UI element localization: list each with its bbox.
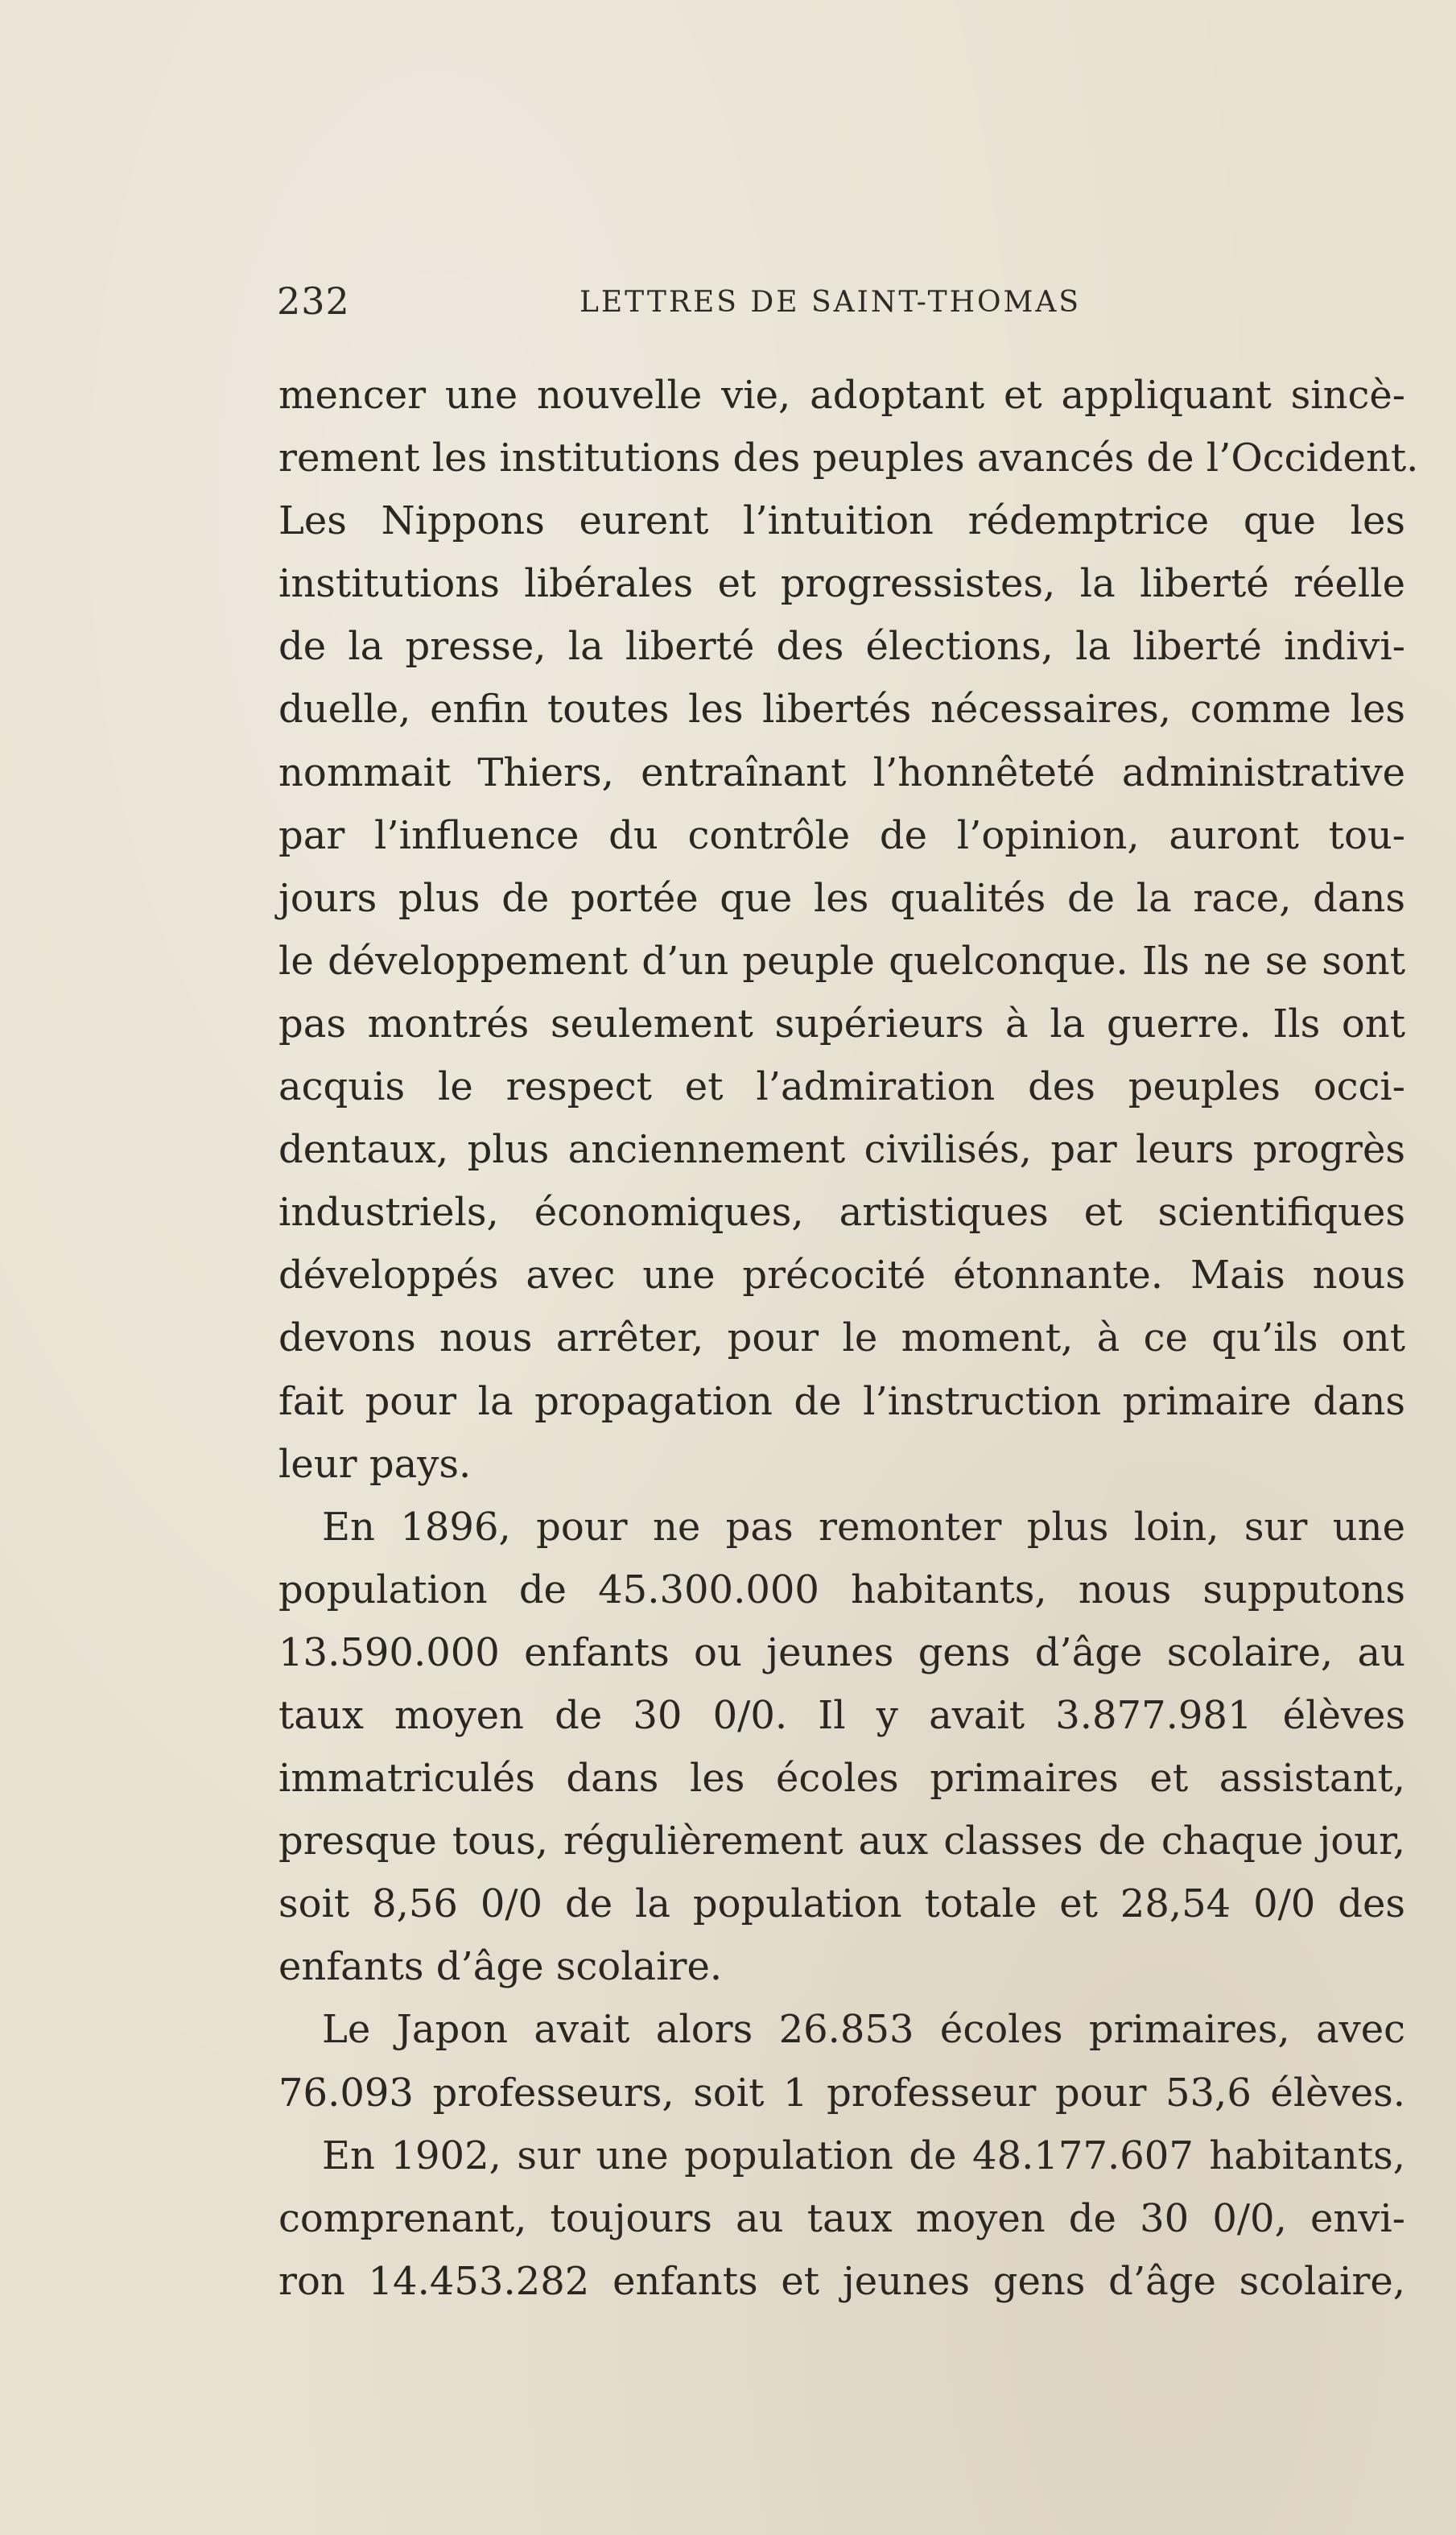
body-text [278, 364, 1419, 2313]
text-line: comprenant, toujours au taux moyen de 30 0/0, envi- [278, 2195, 1405, 2241]
text-line: mencer une nouvelle vie, adoptant et appliquant sincè- [278, 373, 1405, 418]
text-line-paragraph-end: enfants d’âge scolaire. [278, 1944, 723, 1990]
text-line: nommait Thiers, entraînant l’honnêteté administrative [278, 749, 1405, 795]
text-line: de la presse, la liberté des élections, la liberté indivi- [278, 624, 1405, 670]
text-line: Les Nippons eurent l’intuition rédemptrice que les [278, 498, 1405, 544]
text-line: devons nous arrêter, pour le moment, à ce qu’ils ont [278, 1315, 1405, 1361]
text-line: institutions libérales et progressistes, la liberté réelle [278, 561, 1405, 607]
text-line-paragraph-end: leur pays. [278, 1441, 472, 1487]
text-line-paragraph-start: En 1902, sur une population de 48.177.607 habitants, [322, 2132, 1405, 2178]
text-line: taux moyen de 30 0/0. Il y avait 3.877.981 élèves [278, 1692, 1405, 1738]
text-line: presque tous, régulièrement aux classes de chaque jour, [278, 1819, 1405, 1864]
text-line: rement les institutions des peuples avancés de l’Occident. [278, 436, 1419, 481]
text-line-paragraph-start: En 1896, pour ne pas remonter plus loin, sur une [322, 1504, 1405, 1550]
running-head: LETTRES DE SAINT-THOMAS [580, 286, 1082, 319]
text-line-paragraph-start: Le Japon avait alors 26.853 écoles primaires, avec [322, 2007, 1405, 2053]
text-line: dentaux, plus anciennement civilisés, par leurs progrès [278, 1127, 1405, 1173]
text-line: population de 45.300.000 habitants, nous supputons [278, 1567, 1405, 1612]
text-line: développés avec une précocité étonnante. Mais nous [278, 1253, 1405, 1298]
text-line: soit 8,56 0/0 de la population totale et 28,54 0/0 des [278, 1881, 1405, 1927]
text-line: pas montrés seulement supérieurs à la guerre. Ils ont [278, 1001, 1405, 1047]
page-number: 232 [277, 279, 350, 323]
text-line: le développement d’un peuple quelconque. Ils ne se sont [278, 938, 1405, 984]
text-line: acquis le respect et l’admiration des peuples occi- [278, 1064, 1405, 1110]
text-line: fait pour la propagation de l’instruction primaire dans [278, 1378, 1405, 1424]
page-header [277, 277, 1404, 325]
text-line: 13.590.000 enfants ou jeunes gens d’âge scolaire, au [278, 1629, 1405, 1675]
text-line: 76.093 professeurs, soit 1 professeur pour 53,6 élèves. [278, 2070, 1405, 2116]
text-line: jours plus de portée que les qualités de la race, dans [278, 875, 1405, 921]
text-line: par l’influence du contrôle de l’opinion, auront tou- [278, 812, 1405, 858]
text-line: immatriculés dans les écoles primaires et assistant, [278, 1756, 1405, 1802]
text-line: duelle, enfin toutes les libertés nécessaires, comme les [278, 687, 1405, 733]
text-line: industriels, économiques, artistiques et scientifiques [278, 1190, 1405, 1236]
text-line: ron 14.453.282 enfants et jeunes gens d’âge scolaire, [278, 2258, 1405, 2304]
